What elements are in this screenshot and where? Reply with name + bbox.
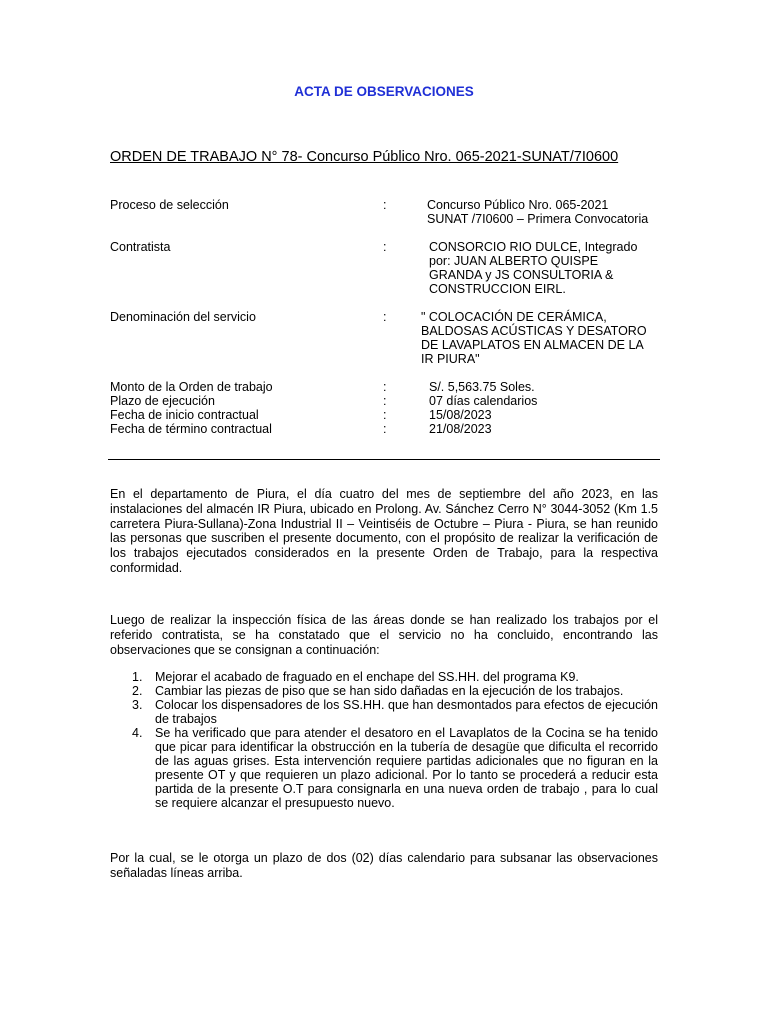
list-item bbox=[110, 726, 658, 810]
value-line: SUNAT /7I0600 – Primera Convocatoria bbox=[427, 212, 649, 226]
value-line: DE LAVAPLATOS EN ALMACEN DE LA bbox=[421, 338, 644, 352]
field-value-servicio bbox=[421, 310, 647, 366]
section-divider bbox=[108, 459, 660, 460]
field-colon: : bbox=[383, 240, 387, 254]
field-colon: : bbox=[383, 380, 387, 394]
list-item-text: Colocar los dispensadores de los SS.HH. que han desmontados para efectos de ejecución de trabajos bbox=[155, 698, 658, 726]
list-item-number: 1. bbox=[132, 670, 143, 684]
field-colon: : bbox=[383, 198, 387, 212]
field-label-fecha-termino: Fecha de término contractual bbox=[110, 422, 272, 436]
value-line: GRANDA y JS CONSULTORIA & bbox=[429, 268, 614, 282]
field-label-servicio: Denominación del servicio bbox=[110, 310, 256, 324]
field-colon: : bbox=[383, 310, 387, 324]
list-item bbox=[110, 698, 658, 726]
value-line: IR PIURA" bbox=[421, 352, 480, 366]
field-value-fecha-inicio: 15/08/2023 bbox=[429, 408, 492, 422]
field-value-proceso bbox=[427, 198, 648, 226]
field-label-contratista: Contratista bbox=[110, 240, 171, 254]
field-label-proceso: Proceso de selección bbox=[110, 198, 229, 212]
field-colon: : bbox=[383, 408, 387, 422]
field-colon: : bbox=[383, 422, 387, 436]
list-item-number: 2. bbox=[132, 684, 143, 698]
list-item bbox=[110, 684, 658, 698]
list-item-number: 4. bbox=[132, 726, 143, 740]
value-line: CONSORCIO RIO DULCE, Integrado bbox=[429, 240, 638, 254]
field-label-monto: Monto de la Orden de trabajo bbox=[110, 380, 273, 394]
field-value-fecha-termino: 21/08/2023 bbox=[429, 422, 492, 436]
paragraph-inspection: Luego de realizar la inspección física de las áreas donde se han realizado los trabajos por el referido contratista, se ha constatado que el servicio no ha concluido, encontrando las observaciones que se consignan a continuación: bbox=[110, 613, 658, 657]
field-label-fecha-inicio: Fecha de inicio contractual bbox=[110, 408, 259, 422]
value-line: BALDOSAS ACÚSTICAS Y DESATORO bbox=[421, 324, 647, 338]
value-line: Concurso Público Nro. 065-2021 bbox=[427, 198, 609, 212]
field-value-plazo: 07 días calendarios bbox=[429, 394, 538, 408]
field-value-monto: S/. 5,563.75 Soles. bbox=[429, 380, 535, 394]
list-item-text: Se ha verificado que para atender el desatoro en el Lavaplatos de la Cocina se ha tenido que picar para identificar la obstrucción en la tubería de desagüe que dificulta el recorrido de las aguas grises. Esta intervención requiere partidas adicionales que no figuran en la presente OT y que requieren un plazo adicional. Por lo tanto se procederá a reducir esta partida de la presente O.T para consignarla en una nueva orden de trabajo , para lo cual se requiere alcanzar el presupuesto nuevo. bbox=[155, 726, 658, 810]
page-title: ACTA DE OBSERVACIONES bbox=[294, 84, 474, 99]
observations-list bbox=[110, 670, 658, 810]
list-item-text: Cambiar las piezas de piso que se han sido dañadas en la ejecución de los trabajos. bbox=[155, 684, 624, 698]
list-item bbox=[110, 670, 658, 684]
list-item-number: 3. bbox=[132, 698, 143, 712]
field-label-plazo: Plazo de ejecución bbox=[110, 394, 215, 408]
list-item-text: Mejorar el acabado de fraguado en el enchape del SS.HH. del programa K9. bbox=[155, 670, 579, 684]
paragraph-intro: En el departamento de Piura, el día cuatro del mes de septiembre del año 2023, en las instalaciones del almacén IR Piura, ubicado en Prolong. Av. Sánchez Cerro N° 3044-3052 (Km 1.5 carretera Piura-Sullana)-Zona Industrial II – Veintiséis de Octubre – Piura - Piura, se han reunido las personas que suscriben el presente documento, con el propósito de realizar la verificación de los trabajos ejecutados considerados en la presente Orden de Trabajo, para la respectiva conformidad. bbox=[110, 487, 658, 575]
value-line: por: JUAN ALBERTO QUISPE bbox=[429, 254, 599, 268]
value-line: CONSTRUCCION EIRL. bbox=[429, 282, 566, 296]
order-heading: ORDEN DE TRABAJO N° 78- Concurso Público Nro. 065-2021-SUNAT/7I0600 bbox=[110, 149, 619, 165]
field-value-contratista bbox=[429, 240, 637, 296]
value-line: " COLOCACIÓN DE CERÁMICA, bbox=[421, 310, 607, 324]
paragraph-deadline: Por la cual, se le otorga un plazo de dos (02) días calendario para subsanar las observaciones señaladas líneas arriba. bbox=[110, 851, 658, 880]
field-colon: : bbox=[383, 394, 387, 408]
